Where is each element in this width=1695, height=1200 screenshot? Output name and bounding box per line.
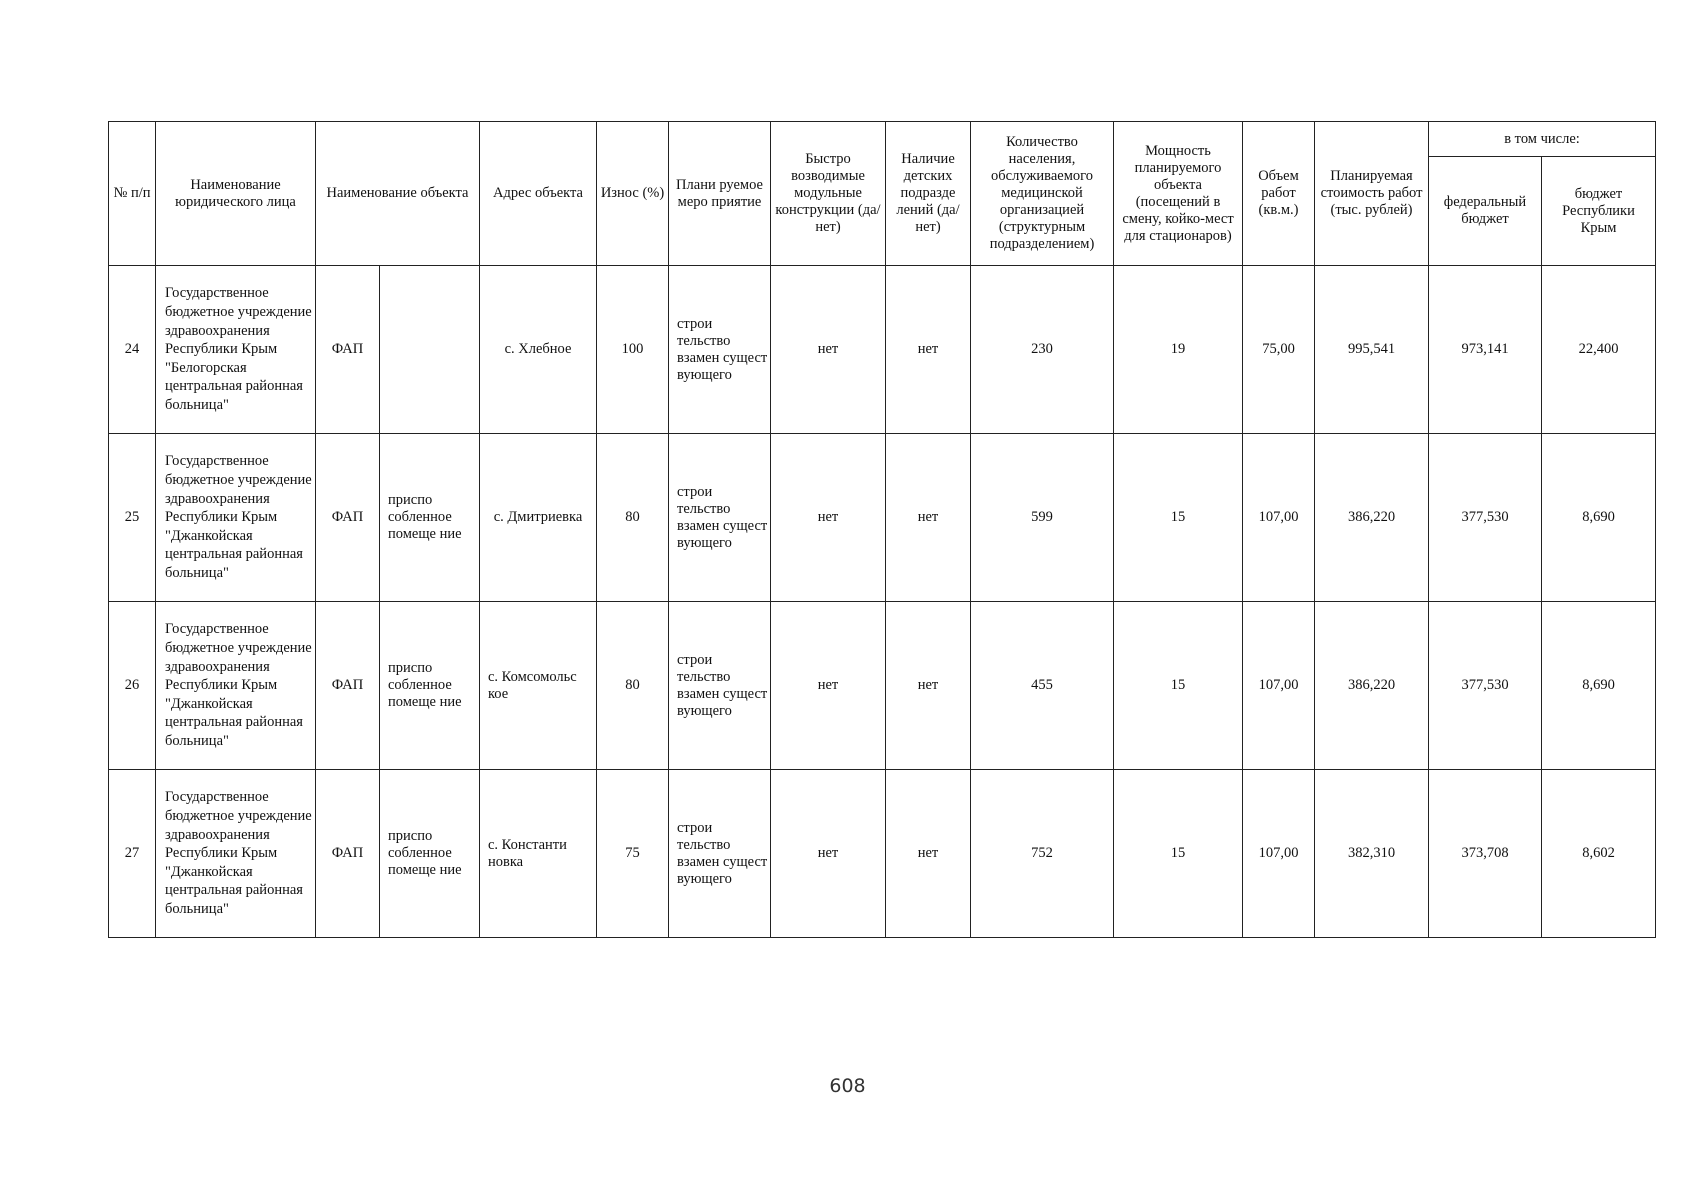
cell-modular: нет (771, 434, 886, 602)
cell-object-type: ФАП (316, 434, 380, 602)
cell-wear: 80 (597, 434, 669, 602)
header-regional: бюджет Республики Крым (1542, 157, 1656, 266)
cell-legal-entity: Государственное бюджетное учреждение здравоохранения Республики Крым "Джанкойская центральная районная больница" (156, 434, 316, 602)
cell-children: нет (886, 434, 971, 602)
cell-regional: 8,690 (1542, 602, 1656, 770)
cell-num: 26 (109, 602, 156, 770)
header-legal-entity: Наименование юридического лица (156, 122, 316, 266)
cell-volume: 107,00 (1243, 602, 1315, 770)
table-row (109, 266, 1656, 434)
cell-population: 230 (971, 266, 1114, 434)
cell-federal: 973,141 (1429, 266, 1542, 434)
cell-num: 27 (109, 770, 156, 938)
cell-address: с. Хлебное (480, 266, 597, 434)
cell-object-desc: приспо собленное помеще ние (380, 434, 480, 602)
cell-capacity: 15 (1114, 770, 1243, 938)
cell-object-desc: приспо собленное помеще ние (380, 770, 480, 938)
cell-volume: 107,00 (1243, 770, 1315, 938)
cell-volume: 75,00 (1243, 266, 1315, 434)
cell-children: нет (886, 602, 971, 770)
table-header (109, 122, 1656, 266)
table-body (109, 266, 1656, 938)
header-num: № п/п (109, 122, 156, 266)
cell-modular: нет (771, 770, 886, 938)
header-population: Количество населения, обслуживаемого медицинской организацией (структурным подразделением) (971, 122, 1114, 266)
cell-wear: 80 (597, 602, 669, 770)
header-address: Адрес объекта (480, 122, 597, 266)
table-row (109, 602, 1656, 770)
header-cost: Планируемая стоимость работ (тыс. рублей) (1315, 122, 1429, 266)
cell-measure: строи тельство взамен сущест вующего (669, 770, 771, 938)
header-planned-measure: Плани руемое меро приятие (669, 122, 771, 266)
cell-legal-entity: Государственное бюджетное учреждение здравоохранения Республики Крым "Джанкойская центральная районная больница" (156, 602, 316, 770)
cell-population: 599 (971, 434, 1114, 602)
cell-wear: 100 (597, 266, 669, 434)
cell-modular: нет (771, 602, 886, 770)
cell-federal: 377,530 (1429, 602, 1542, 770)
cell-cost: 995,541 (1315, 266, 1429, 434)
cell-legal-entity: Государственное бюджетное учреждение здравоохранения Республики Крым "Белогорская центральная районная больница" (156, 266, 316, 434)
header-capacity: Мощность планируемого объекта (посещений в смену, койко-мест для стационаров) (1114, 122, 1243, 266)
table-row (109, 434, 1656, 602)
cell-measure: строи тельство взамен сущест вующего (669, 434, 771, 602)
cell-capacity: 15 (1114, 434, 1243, 602)
cell-object-desc: приспо собленное помеще ние (380, 602, 480, 770)
cell-address: с. Комсомольс кое (480, 602, 597, 770)
facilities-table (108, 121, 1656, 938)
header-children: Наличие детских подразде лений (да/нет) (886, 122, 971, 266)
cell-children: нет (886, 770, 971, 938)
cell-capacity: 19 (1114, 266, 1243, 434)
header-object-name: Наименование объекта (316, 122, 480, 266)
cell-address: с. Дмитриевка (480, 434, 597, 602)
cell-num: 24 (109, 266, 156, 434)
cell-volume: 107,00 (1243, 434, 1315, 602)
cell-federal: 373,708 (1429, 770, 1542, 938)
cell-cost: 386,220 (1315, 602, 1429, 770)
cell-regional: 22,400 (1542, 266, 1656, 434)
table-row (109, 770, 1656, 938)
cell-address: с. Константи новка (480, 770, 597, 938)
cell-measure: строи тельство взамен сущест вующего (669, 266, 771, 434)
header-modular: Быстро возводимые модульные конструкции (да/нет) (771, 122, 886, 266)
cell-measure: строи тельство взамен сущест вующего (669, 602, 771, 770)
header-including: в том числе: (1429, 122, 1656, 157)
cell-object-type: ФАП (316, 770, 380, 938)
cell-object-type: ФАП (316, 266, 380, 434)
cell-cost: 382,310 (1315, 770, 1429, 938)
cell-object-desc (380, 266, 480, 434)
header-federal: федеральный бюджет (1429, 157, 1542, 266)
header-wear: Износ (%) (597, 122, 669, 266)
cell-cost: 386,220 (1315, 434, 1429, 602)
cell-object-type: ФАП (316, 602, 380, 770)
cell-legal-entity: Государственное бюджетное учреждение здравоохранения Республики Крым "Джанкойская центральная районная больница" (156, 770, 316, 938)
cell-modular: нет (771, 266, 886, 434)
cell-capacity: 15 (1114, 602, 1243, 770)
header-volume: Объем работ (кв.м.) (1243, 122, 1315, 266)
cell-federal: 377,530 (1429, 434, 1542, 602)
cell-population: 455 (971, 602, 1114, 770)
cell-regional: 8,602 (1542, 770, 1656, 938)
cell-regional: 8,690 (1542, 434, 1656, 602)
cell-children: нет (886, 266, 971, 434)
cell-population: 752 (971, 770, 1114, 938)
cell-wear: 75 (597, 770, 669, 938)
page-number: 608 (829, 1075, 866, 1097)
cell-num: 25 (109, 434, 156, 602)
